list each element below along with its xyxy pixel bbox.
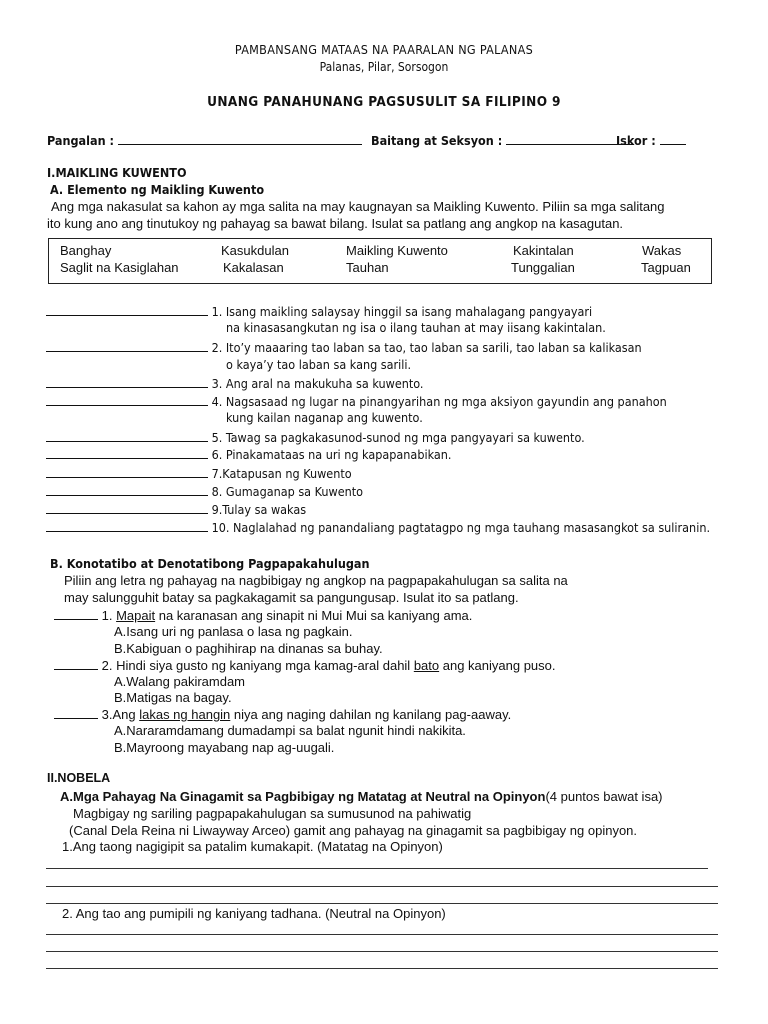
choice-b: B.Mayroong mayabang nap ag-uugali.: [114, 740, 335, 755]
answer-blank[interactable]: [46, 303, 208, 316]
opinion-item: 2. Ang tao ang pumipili ng kaniyang tadhana. (Neutral na Opinyon): [62, 906, 446, 921]
part2a-heading-points: (4 puntos bawat isa): [545, 789, 663, 804]
choice-item: Tauhan: [346, 260, 389, 275]
question-continuation: o kaya’y tao laban sa kang sarili.: [226, 357, 412, 372]
answer-blank[interactable]: [54, 607, 98, 620]
part2a-instructions-2: (Canal Dela Reina ni Liwayway Arceo) gamit ang pahayag na ginagamit sa pagbibigay ng opinyon.: [69, 823, 638, 838]
part2a-instructions-1: Magbigay ng sariling pagpapakahulugan sa sumusunod na pahiwatig: [73, 806, 472, 821]
answer-line[interactable]: [46, 903, 718, 904]
choice-item: Wakas: [642, 243, 682, 258]
question-item: [46, 375, 424, 391]
choice-item: Tagpuan: [641, 260, 691, 275]
grade-field: [371, 132, 634, 148]
part1a-instructions-2: ito kung ano ang tinutukoy ng pahayag sa bawat bilang. Isulat sa patlang ang angkop na kasagutan.: [47, 216, 624, 231]
choice-item: Kakintalan: [513, 243, 574, 258]
question-item: [46, 483, 363, 499]
answer-blank[interactable]: [46, 501, 208, 514]
question-text: 8. Gumaganap sa Kuwento: [211, 484, 364, 499]
b-question-pre: Ang: [112, 707, 140, 722]
b-question-pre: Hindi siya gusto ng kaniyang mga kamag-aral dahil: [116, 658, 414, 673]
opinion-item: 1.Ang taong nagigipit sa patalim kumakapit. (Matatag na Opinyon): [62, 839, 443, 854]
question-item: [46, 446, 451, 462]
b-question-item: [54, 607, 472, 623]
answer-blank[interactable]: [46, 339, 208, 352]
question-item: [46, 465, 352, 481]
b-question-number: 2.: [101, 658, 113, 673]
question-item: [46, 429, 585, 445]
b-question-post: na karanasan ang sinapit ni Mui Mui sa kaniyang ama.: [155, 608, 473, 623]
question-item: [46, 303, 592, 319]
school-name: PAMBANSANG MATAAS NA PAARALAN NG PALANAS: [234, 42, 534, 57]
answer-line[interactable]: [46, 868, 708, 869]
answer-blank[interactable]: [54, 657, 98, 670]
question-text: 7.Katapusan ng Kuwento: [211, 466, 352, 481]
question-item: [46, 393, 667, 409]
choice-item: Kasukdulan: [221, 243, 289, 258]
underlined-word: lakas ng hangin: [139, 707, 231, 722]
score-blank[interactable]: [660, 132, 686, 145]
part2a-heading: [60, 789, 663, 804]
score-label: Iskor :: [616, 133, 656, 148]
answer-blank[interactable]: [46, 465, 208, 478]
underlined-word: Mapait: [116, 608, 156, 623]
grade-blank[interactable]: [506, 132, 634, 145]
name-label: Pangalan :: [47, 133, 114, 148]
choice-item: Saglit na Kasiglahan: [60, 260, 179, 275]
answer-line[interactable]: [46, 951, 718, 952]
choice-a: A.Nararamdamang dumadampi sa balat ngunit hindi nakikita.: [114, 723, 466, 738]
question-text: 10. Naglalahad ng panandaliang pagtatagpo ng mga tauhang masasangkot sa suliranin.: [211, 520, 711, 535]
b-question-item: [54, 657, 556, 673]
part2a-heading-bold: A.Mga Pahayag Na Ginagamit sa Pagbibigay ng Matatag at Neutral na Opinyon: [60, 789, 546, 804]
choice-a: A.Isang uri ng panlasa o lasa ng pagkain.: [114, 624, 353, 639]
b-question-number: 1.: [101, 608, 113, 623]
name-blank[interactable]: [118, 132, 362, 145]
answer-blank[interactable]: [46, 429, 208, 442]
question-continuation: na kinasasangkutan ng isa o ilang tauhan at may iisang kakintalan.: [226, 320, 606, 335]
answer-line[interactable]: [46, 968, 718, 969]
question-text: 9.Tulay sa wakas: [211, 502, 307, 517]
choice-item: Maikling Kuwento: [346, 243, 448, 258]
question-text: 2. Ito’y maaaring tao laban sa tao, tao laban sa sarili, tao laban sa kalikasan: [211, 340, 642, 355]
choices-box: [48, 238, 712, 284]
b-question-post: ang kaniyang puso.: [439, 658, 556, 673]
question-item: [46, 339, 642, 355]
b-question-post: niya ang naging dahilan ng kanilang pag-aaway.: [230, 707, 512, 722]
part1-heading: I.MAIKLING KUWENTO: [47, 165, 187, 180]
part1b-instructions-2: may salungguhit batay sa pagkakagamit sa pangungusap. Isulat ito sa patlang.: [64, 590, 519, 605]
choice-item: Kakalasan: [223, 260, 284, 275]
answer-line[interactable]: [46, 934, 718, 935]
answer-blank[interactable]: [46, 519, 208, 532]
question-item: [46, 501, 306, 517]
part1b-heading: B. Konotatibo at Denotatibong Pagpapakahulugan: [50, 556, 370, 571]
answer-blank[interactable]: [46, 446, 208, 459]
choice-a: A.Walang pakiramdam: [114, 674, 246, 689]
score-field: [616, 132, 686, 148]
question-item: [46, 519, 710, 535]
part1b-instructions-1: Piliin ang letra ng pahayag na nagbibigay ng angkop na pagpapakahulugan sa salita na: [64, 573, 568, 588]
name-field: [47, 132, 362, 148]
b-question-number: 3.: [101, 707, 113, 722]
answer-line[interactable]: [46, 886, 718, 887]
choice-item: Banghay: [60, 243, 112, 258]
question-text: 5. Tawag sa pagkakasunod-sunod ng mga pangyayari sa kuwento.: [211, 430, 585, 445]
grade-label: Baitang at Seksyon :: [371, 133, 503, 148]
answer-blank[interactable]: [46, 375, 208, 388]
question-continuation: kung kailan naganap ang kuwento.: [226, 410, 423, 425]
answer-blank[interactable]: [46, 483, 208, 496]
part2-heading: II.NOBELA: [47, 771, 111, 785]
choice-b: B.Matigas na bagay.: [114, 690, 232, 705]
question-text: 4. Nagsasaad ng lugar na pinangyarihan ng mga aksiyon gayundin ang panahon: [211, 394, 667, 409]
part1a-heading: A. Elemento ng Maikling Kuwento: [50, 182, 265, 197]
choice-b: B.Kabiguan o paghihirap na dinanas sa buhay.: [114, 641, 383, 656]
choice-item: Tunggalian: [511, 260, 575, 275]
question-text: 1. Isang maikling salaysay hinggil sa isang mahalagang pangyayari: [211, 304, 593, 319]
part1a-instructions-1: Ang mga nakasulat sa kahon ay mga salita na may kaugnayan sa Maikling Kuwento. Piliin sa mga salitang: [51, 199, 665, 214]
answer-blank[interactable]: [54, 706, 98, 719]
answer-blank[interactable]: [46, 393, 208, 406]
underlined-word: bato: [413, 658, 440, 673]
b-question-item: [54, 706, 511, 722]
exam-title: UNANG PANAHUNANG PAGSUSULIT SA FILIPINO 9: [207, 94, 561, 110]
question-text: 3. Ang aral na makukuha sa kuwento.: [211, 376, 424, 391]
school-address: Palanas, Pilar, Sorsogon: [319, 60, 449, 74]
question-text: 6. Pinakamataas na uri ng kapapanabikan.: [211, 447, 452, 462]
